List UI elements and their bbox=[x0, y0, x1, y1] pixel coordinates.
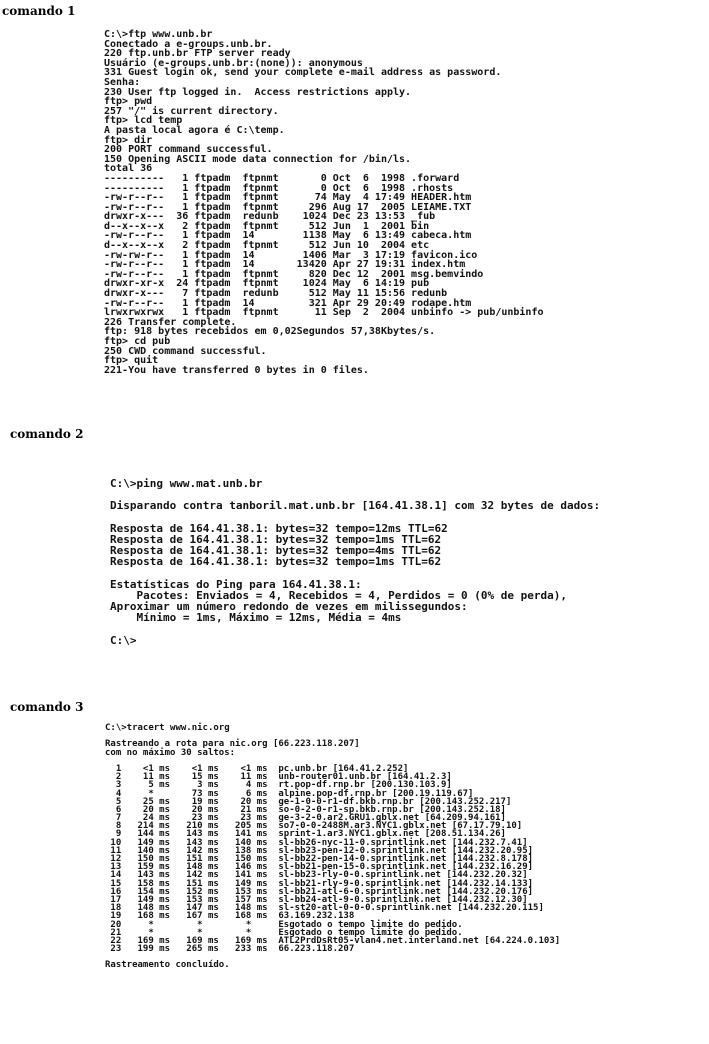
terminal-line: 8 214 ms 210 ms 205 ms so7-0-0-2488M.ar3.NYC1.gblx.net [67.17.79.10] bbox=[105, 821, 523, 832]
terminal-line: d--x--x--x 2 ftpadm ftpnmt 512 Jun 1 2001 bin bbox=[104, 220, 430, 232]
terminal-line: 21 * * * Esgotado o tempo limite do pedido. bbox=[105, 927, 463, 938]
terminal-line: total 36 bbox=[104, 163, 153, 175]
terminal-line: -rw-r--r-- 1 ftpadm 14 13420 Apr 27 19:31 index.htm bbox=[104, 259, 466, 271]
section-heading-3: comando 3 bbox=[10, 700, 84, 714]
terminal-line: A pasta local agora é C:\temp. bbox=[104, 124, 285, 136]
terminal-line: -rw-r--r-- 1 ftpadm ftpnmt 74 May 4 17:49 HEADER.htm bbox=[104, 192, 472, 204]
terminal-line: 14 143 ms 142 ms 141 ms sl-bb23-rly-0-0.sprintlink.net [144.232.20.32] bbox=[105, 870, 528, 881]
terminal-line: Rastreando a rota para nic.org [66.223.118.207] bbox=[105, 739, 360, 750]
terminal-line: 3 5 ms 3 ms 4 ms rt.pop-df.rnp.br [200.130.103.9] bbox=[105, 780, 452, 791]
terminal-line: 12 150 ms 151 ms 150 ms sl-bb22-pen-14-0.sprintlink.net [144.232.8.178] bbox=[105, 854, 534, 864]
tracert-session-output bbox=[105, 724, 560, 970]
terminal-line: 7 24 ms 23 ms 23 ms ge-3-2-0.ar2.GRU1.gblx.net [64.209.94.161] bbox=[105, 813, 506, 824]
terminal-line bbox=[110, 623, 600, 634]
terminal-line: Resposta de 164.41.38.1: bytes=32 tempo=4ms TTL=62 bbox=[110, 544, 442, 558]
terminal-line: lrwxrwxrwx 1 ftpadm ftpnmt 11 Sep 2 2004 unbinfo -> pub/unbinfo bbox=[104, 307, 544, 319]
terminal-line: 250 CWD command successful. bbox=[104, 345, 267, 357]
terminal-line: Rastreamento concluído. bbox=[105, 960, 230, 971]
terminal-line: ftp> quit bbox=[104, 355, 159, 367]
terminal-line: Disparando contra tanboril.mat.unb.br [164.41.38.1] com 32 bytes de dados: bbox=[110, 499, 601, 513]
terminal-line: Mínimo = 1ms, Máximo = 12ms, Média = 4ms bbox=[110, 611, 402, 625]
terminal-line: 13 159 ms 148 ms 146 ms sl-bb21-pen-15-0.sprintlink.net [144.232.16.29] bbox=[105, 862, 534, 873]
terminal-line: Usuário (e-groups.unb.br:(none)): anonymous bbox=[104, 57, 363, 69]
terminal-line: C:\>ftp www.unb.br bbox=[104, 29, 213, 40]
section-heading-2: comando 2 bbox=[10, 427, 84, 441]
terminal-line: ftp> pwd bbox=[104, 96, 153, 108]
section-heading-1: comando 1 bbox=[2, 4, 76, 18]
ping-session-output bbox=[110, 478, 600, 646]
terminal-line: Aproximar um número redondo de vezes em milissegundos: bbox=[110, 600, 468, 614]
terminal-line: 11 140 ms 142 ms 138 ms sl-bb23-pen-12-0.sprintlink.net [144.232.20.95] bbox=[105, 845, 534, 856]
terminal-line: 226 Transfer complete. bbox=[104, 316, 237, 328]
terminal-line: Resposta de 164.41.38.1: bytes=32 tempo=12ms TTL=62 bbox=[110, 521, 448, 535]
terminal-line: -rw-r--r-- 1 ftpadm ftpnmt 820 Dec 12 2001 msg.bemvindo bbox=[104, 268, 484, 280]
terminal-line: 1 <1 ms <1 ms <1 ms pc.unb.br [164.41.2.252] bbox=[105, 763, 409, 774]
terminal-line: 257 "/" is current directory. bbox=[104, 105, 279, 117]
terminal-line: Pacotes: Enviados = 4, Recebidos = 4, Perdidos = 0 (0% de perda), bbox=[110, 588, 567, 602]
terminal-line: Senha: bbox=[104, 76, 141, 88]
terminal-line: Conectado a e-groups.unb.br. bbox=[104, 38, 273, 50]
terminal-line: 15 158 ms 151 ms 149 ms sl-bb21-rly-9-0.sprintlink.net [144.232.14.133] bbox=[105, 878, 534, 889]
terminal-line: 2 11 ms 15 ms 11 ms unb-router01.unb.br [164.41.2.3] bbox=[105, 772, 452, 783]
terminal-line: C:\>ping www.mat.unb.br bbox=[110, 477, 263, 490]
terminal-line: C:\> bbox=[110, 633, 137, 647]
terminal-line: 18 148 ms 147 ms 148 ms sl-st20-atl-0-0-0.sprintlink.net [144.232.20.115] bbox=[105, 903, 544, 914]
terminal-line: -rw-r--r-- 1 ftpadm ftpnmt 296 Aug 17 2005 LEIAME.TXT bbox=[104, 201, 472, 213]
terminal-line: ---------- 1 ftpadm ftpnmt 0 Oct 6 1998 .rhosts bbox=[104, 182, 454, 194]
terminal-line bbox=[110, 568, 600, 579]
terminal-line: 230 User ftp logged in. Access restrictions apply. bbox=[104, 86, 412, 98]
terminal-line: 221-You have transferred 0 bytes in 0 files. bbox=[104, 364, 369, 376]
terminal-line: ftp> lcd temp bbox=[104, 115, 183, 127]
terminal-line: drwxr-xr-x 24 ftpadm ftpnmt 1024 May 6 14:19 pub bbox=[104, 278, 430, 290]
terminal-line: -rw-rw-r-- 1 ftpadm 14 1406 Mar 3 17:19 favicon.ico bbox=[104, 249, 478, 261]
ftp-session-output bbox=[104, 30, 544, 375]
terminal-line: 4 * 73 ms 6 ms alpine.pop-df.rnp.br [200.19.119.67] bbox=[105, 788, 474, 799]
terminal-line: 16 154 ms 152 ms 153 ms sl-bb21-atl-6-0.sprintlink.net [144.232.20.176] bbox=[105, 886, 534, 897]
terminal-line: ftp> cd pub bbox=[104, 336, 171, 347]
terminal-line: 10 149 ms 143 ms 140 ms sl-bb26-nyc-11-0.sprintlink.net [144.232.7.41] bbox=[105, 837, 528, 848]
terminal-line: 6 20 ms 20 ms 21 ms so-0-2-0-r1-sp.bkb.rnp.br [200.143.252.18] bbox=[105, 804, 506, 815]
terminal-line: 5 25 ms 19 ms 20 ms ge-1-0-0-r1-df.bkb.rnp.br [200.143.252.217] bbox=[105, 796, 512, 807]
terminal-line: Resposta de 164.41.38.1: bytes=32 tempo=1ms TTL=62 bbox=[110, 532, 442, 546]
terminal-line: ---------- 1 ftpadm ftpnmt 0 Oct 6 1998 .forward bbox=[104, 172, 460, 184]
terminal-line: drwxr-x--- 36 ftpadm redunb 1024 Dec 23 13:53 _fub bbox=[104, 211, 436, 223]
terminal-line: 19 168 ms 167 ms 168 ms 63.169.232.138 bbox=[105, 911, 355, 922]
terminal-line: 20 * * * Esgotado o tempo limite do pedido. bbox=[105, 919, 463, 930]
terminal-line: 22 169 ms 169 ms 169 ms ATL2PrdDsRt05-vlan4.net.interland.net [64.224.0.103] bbox=[105, 935, 561, 946]
terminal-line: 9 144 ms 143 ms 141 ms sprint-1.ar3.NYC1.gblx.net [208.51.134.26] bbox=[105, 829, 506, 840]
terminal-line: com no máximo 30 saltos: bbox=[105, 747, 236, 758]
terminal-line: ftp> dir bbox=[104, 134, 153, 146]
terminal-line: 331 Guest login ok, send your complete e-mail address as password. bbox=[104, 67, 502, 79]
terminal-line: 17 149 ms 153 ms 157 ms sl-bb24-atl-9-0.sprintlink.net [144.232.12.30] bbox=[105, 894, 528, 905]
terminal-line: -rw-r--r-- 1 ftpadm 14 321 Apr 29 20:49 rodape.htm bbox=[104, 297, 472, 309]
terminal-line: 150 Opening ASCII mode data connection for /bin/ls. bbox=[104, 153, 412, 165]
terminal-line: 220 ftp.unb.br FTP server ready bbox=[104, 48, 291, 60]
terminal-line: C:\>tracert www.nic.org bbox=[105, 723, 230, 733]
terminal-line: Estatísticas do Ping para 164.41.38.1: bbox=[110, 577, 362, 591]
terminal-line: drwxr-x--- 7 ftpadm redunb 512 May 11 15:56 redunb bbox=[104, 288, 448, 300]
terminal-line: 23 199 ms 265 ms 233 ms 66.223.118.207 bbox=[105, 944, 355, 955]
terminal-line: -rw-r--r-- 1 ftpadm 14 1138 May 6 13:49 cabeca.htm bbox=[104, 230, 472, 242]
terminal-line: d--x--x--x 2 ftpadm ftpnmt 512 Jun 10 2004 etc bbox=[104, 240, 430, 252]
terminal-line: ftp: 918 bytes recebidos em 0,02Segundos 57,38Kbytes/s. bbox=[104, 326, 436, 338]
terminal-line: 200 PORT command successful. bbox=[104, 144, 273, 156]
terminal-line: Resposta de 164.41.38.1: bytes=32 tempo=1ms TTL=62 bbox=[110, 555, 442, 569]
